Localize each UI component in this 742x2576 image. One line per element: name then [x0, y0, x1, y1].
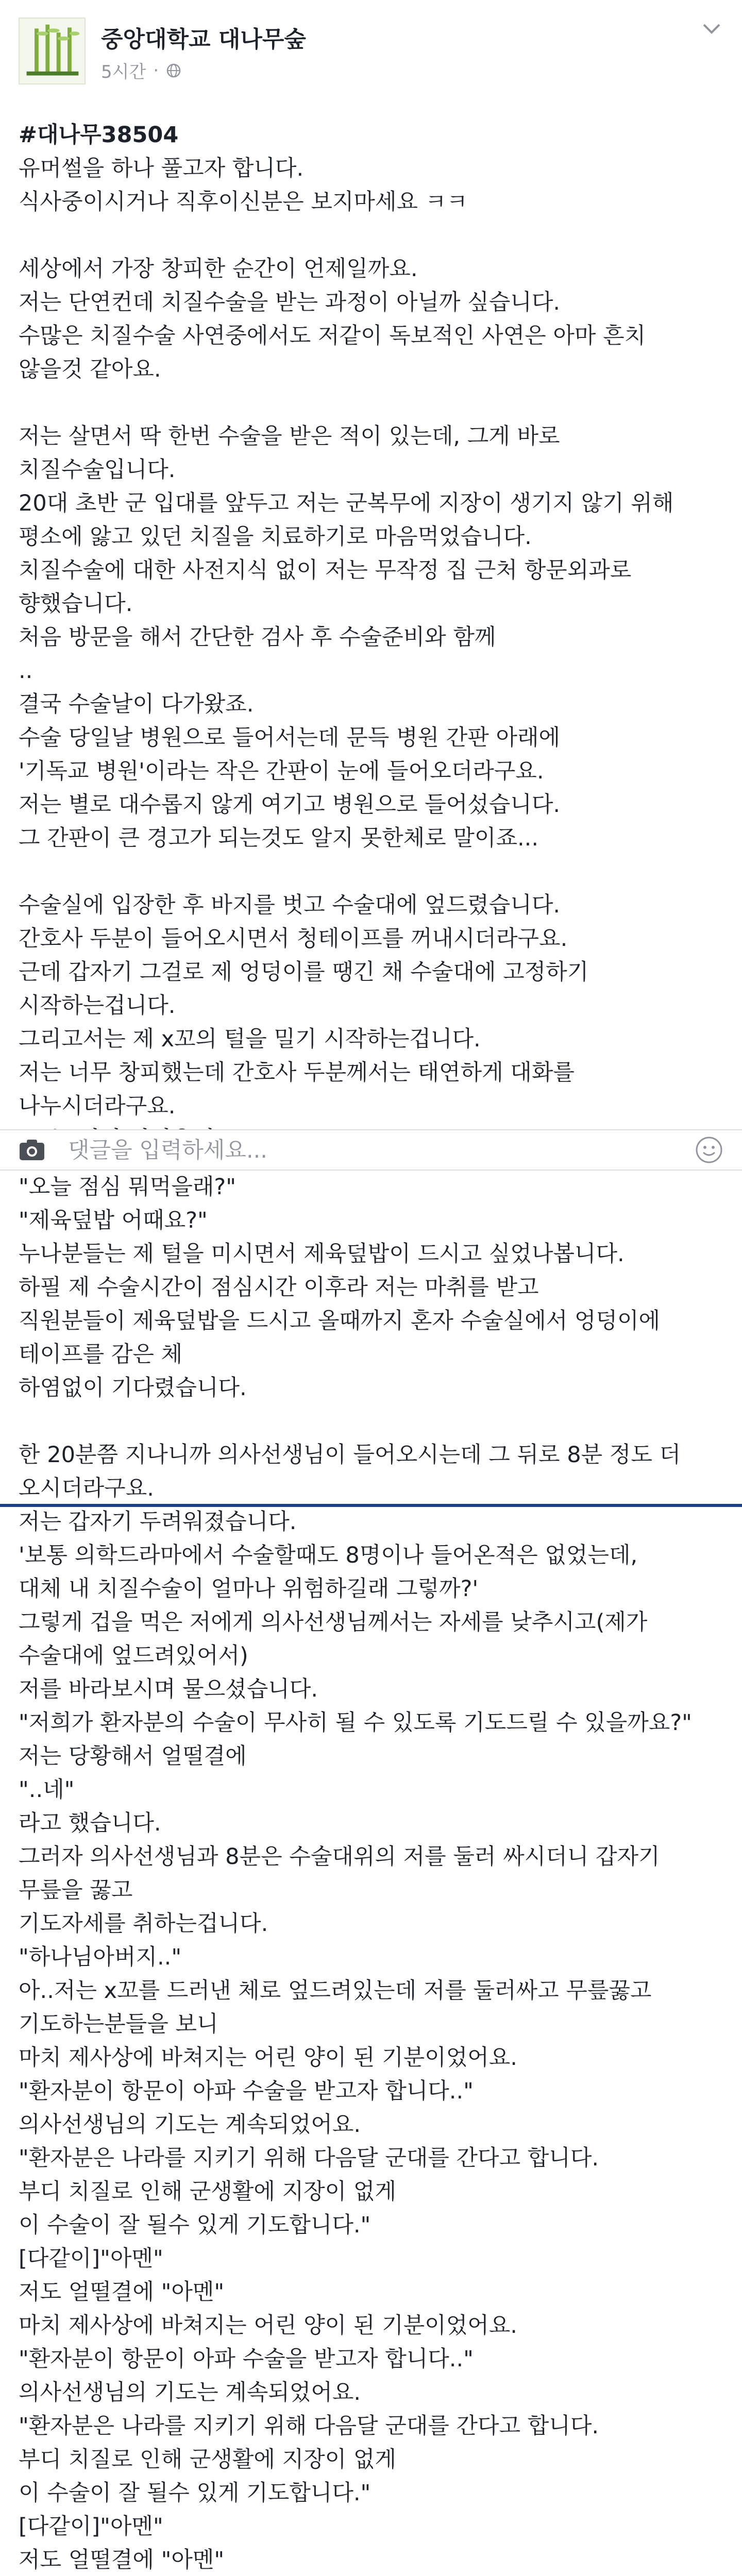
post-body-part1: [0, 118, 742, 1129]
post-text-line: 수술 당일날 병원으로 들어서는데 문득 병원 간판 아래에: [19, 725, 561, 751]
post-text-line: 마치 제사상에 바쳐지는 어린 양이 된 기분이었어요.: [19, 2045, 517, 2071]
bamboo-forest-logo: [20, 19, 85, 83]
post-text-line: 무릎을 꿇고: [19, 1877, 133, 1903]
post-text-line: "하나님아버지..": [19, 1944, 182, 1970]
post-text-line: 저는 별로 대수롭지 않게 여기고 병원으로 들어섰습니다.: [19, 792, 561, 818]
post-text-line: 저는 단연컨데 치질수술을 받는 과정이 아닐까 싶습니다.: [19, 290, 561, 315]
post-text-line: 치질수술입니다.: [19, 457, 176, 483]
meta-separator: ·: [153, 60, 159, 81]
post-text-line: 하필 제 수술시간이 점심시간 이후라 저는 마취를 받고: [19, 1275, 539, 1300]
post-text-line: "환자분이 항문이 아파 수술을 받고자 합니다..": [19, 2346, 474, 2372]
post-text-line: ..: [19, 658, 33, 684]
post-text-line: 저도 얼떨결에 "아멘": [19, 2547, 225, 2573]
post-text-line: 결국 수술날이 다가왔죠.: [19, 691, 254, 717]
page-name[interactable]: 중앙대학교 대나무숲: [101, 26, 306, 53]
screenshot-splice-line: [0, 1504, 742, 1507]
post-text-line: 이 수술이 잘 될수 있게 기도합니다.": [19, 2480, 371, 2506]
post-text-line: 이 수술이 잘 될수 있게 기도합니다.": [19, 2212, 371, 2238]
post-text-line: "..네": [19, 1777, 75, 1803]
post-text-line: 하염없이 기다렸습니다.: [19, 1375, 247, 1401]
post-text-line: 처음 방문을 해서 간단한 검사 후 수술준비와 함께: [19, 624, 496, 650]
post-body-part3: [0, 1505, 742, 2576]
post-text-line: '기독교 병원'이라는 작은 간판이 눈에 들어오더라구요.: [19, 758, 544, 784]
post-text-line: 시작하는겁니다.: [19, 993, 176, 1019]
post-text-line: 기도자세를 취하는겁니다.: [19, 1911, 268, 1937]
post-text-line: 의사선생님의 기도는 계속되었어요.: [19, 2112, 361, 2138]
post-text-line: 수많은 치질수술 사연중에서도 저같이 독보적인 사연은 아마 흔치: [19, 323, 646, 349]
post-text-line: "제육덮밥 어때요?": [19, 1208, 208, 1233]
post-text-line: 수술실에 입장한 후 바지를 벗고 수술대에 엎드렸습니다.: [19, 892, 561, 918]
post-text-line: 유머썰을 하나 풀고자 합니다.: [19, 156, 304, 181]
post-text-line: 식사중이시거나 직후이신분은 보지마세요 ㅋㅋ: [19, 189, 468, 215]
post-text-line: 그러자 의사선생님과 8분은 수술대위의 저를 둘러 싸시더니 갑자기: [19, 1844, 660, 1870]
post-text-line: [19, 855, 723, 889]
post-text-line: 향했습니다.: [19, 591, 133, 617]
emoji-icon[interactable]: [695, 1136, 723, 1164]
post-text-line: "오늘 점심 뭐먹을래?": [19, 1174, 237, 1200]
post-text-line: '보통 의학드라마에서 수술할때도 8명이나 들어온적은 없었는데,: [19, 1543, 638, 1568]
page-avatar[interactable]: [19, 18, 86, 84]
post-text-line: 부디 치질로 인해 군생활에 지장이 없게: [19, 2447, 396, 2472]
post-text-line: 누나분들는 제 털을 미시면서 제육덮밥이 드시고 싶었나봅니다.: [19, 1241, 625, 1267]
post-text-line: 평소에 앓고 있던 치질을 치료하기로 마음먹었습니다.: [19, 524, 532, 550]
post-body-part2: [0, 1171, 742, 1505]
post-text-line: 테이프를 감은 체: [19, 1342, 183, 1367]
post-text-line: 수술대에 엎드려있어서): [19, 1643, 248, 1669]
post-text-line: 그 간판이 큰 경고가 되는것도 알지 못한체로 말이죠...: [19, 825, 538, 851]
post-text-line: 한 20분쯤 지나니까 의사선생님이 들어오시는데 그 뒤로 8분 정도 더: [19, 1442, 681, 1468]
post-text-line: 기도하는분들을 보니: [19, 2011, 218, 2037]
globe-icon: [166, 63, 181, 78]
post-text-line: 치질수술에 대한 사전지식 없이 저는 무작정 집 근처 항문외과로: [19, 557, 632, 583]
post-text-line: 저는 너무 창피했는데 간호사 두분께서는 태연하게 대화를: [19, 1060, 575, 1086]
post-text-line: 라고 했습니다.: [19, 1810, 161, 1836]
post-text-line: 마치 제사상에 바쳐지는 어린 양이 된 기분이었어요.: [19, 2313, 517, 2338]
camera-icon[interactable]: [19, 1138, 45, 1162]
post-text-line: 그렇게 겁을 먹은 저에게 의사선생님께서는 자세를 낮추시고(제가: [19, 1609, 648, 1635]
post-text-line: [19, 386, 723, 420]
post-text-line: 저는 갑자기 두려워졌습니다.: [19, 1509, 297, 1535]
post-text-line: 그리고서는 제 x꼬의 털을 밀기 시작하는겁니다.: [19, 1026, 481, 1052]
comment-bar: [0, 1129, 742, 1171]
post-header: [0, 0, 742, 118]
post-text-line: 20대 초반 군 입대를 앞두고 저는 군복무에 지장이 생기지 않기 위해: [19, 490, 674, 516]
post-text-line: "환자분은 나라를 지키기 위해 다음달 군대를 간다고 합니다.: [19, 2145, 599, 2171]
post-text-line: 아..저는 x꼬를 드러낸 체로 엎드려있는데 저를 둘러싸고 무릎꿇고: [19, 1978, 652, 2004]
post-text-line: 저를 바라보시며 물으셨습니다.: [19, 1676, 318, 1702]
post-hashtag[interactable]: #대나무38504: [19, 122, 179, 148]
post-text-line: 저는 당황해서 얼떨결에: [19, 1743, 247, 1769]
post-meta: [101, 58, 181, 83]
post-text-line: 근데 갑자기 그걸로 제 엉덩이를 땡긴 채 수술대에 고정하기: [19, 959, 589, 985]
comment-input[interactable]: [67, 1134, 662, 1166]
post-text-line: "환자분이 항문이 아파 수술을 받고자 합니다..": [19, 2078, 474, 2104]
post-text-line: 오시더라구요.: [19, 1476, 154, 1501]
post-text-line: [다같이]"아멘": [19, 2246, 163, 2272]
post-text-line: [19, 219, 723, 252]
post-text-line: [다같이]"아멘": [19, 2514, 163, 2539]
post-text-line: 의사선생님의 기도는 계속되었어요.: [19, 2380, 361, 2405]
post-text-line: 부디 치질로 인해 군생활에 지장이 없게: [19, 2179, 396, 2205]
post-text-line: 직원분들이 제육덮밥을 드시고 올때까지 혼자 수술실에서 엉덩이에: [19, 1308, 661, 1334]
post-text-line: 세상에서 가장 창피한 순간이 언제일까요.: [19, 256, 418, 282]
post-text-line: "저희가 환자분의 수술이 무사히 될 수 있도록 기도드릴 수 있을까요?": [19, 1710, 692, 1736]
chevron-down-icon[interactable]: [699, 15, 724, 41]
post-time[interactable]: 5시간: [101, 62, 146, 82]
post-text-line: 나누시더라구요.: [19, 1093, 176, 1119]
post-text-line: 저는 살면서 딱 한번 수술을 받은 적이 있는데, 그게 바로: [19, 423, 560, 449]
post-text-line: 저도 얼떨결에 "아멘": [19, 2279, 225, 2305]
post-text-line: 대체 내 치질수술이 얼마나 위험하길래 그렇까?': [19, 1576, 479, 1602]
post-text-line: [19, 1405, 723, 1438]
post-text-line: "환자분은 나라를 지키기 위해 다음달 군대를 간다고 합니다.: [19, 2413, 599, 2439]
post-text-line: 않을것 같아요.: [19, 357, 161, 382]
post-text-line: 간호사 두분이 들어오시면서 청테이프를 꺼내시더라구요.: [19, 926, 568, 952]
